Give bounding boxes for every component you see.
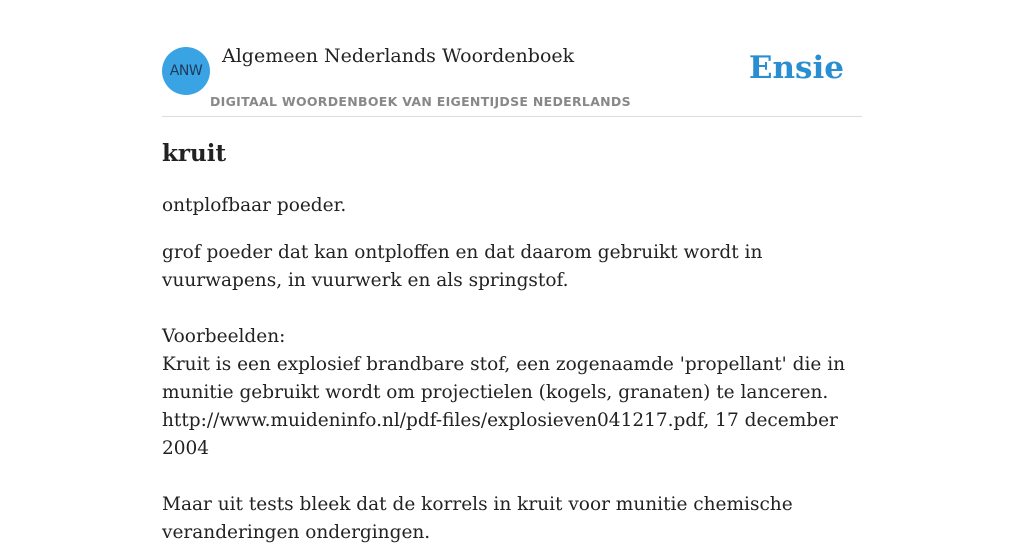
ensie-brand-logo[interactable]: Ensie	[748, 50, 844, 86]
site-subtitle: DIGITAAL WOORDENBOEK VAN EIGENTIJDSE NEDERLANDS	[210, 94, 631, 109]
example-spacer	[162, 463, 862, 491]
headword: kruit	[162, 140, 227, 167]
examples-section	[162, 323, 862, 547]
header	[162, 0, 862, 117]
example-text: Maar uit tests bleek dat de korrels in kruit voor munitie chemische veranderingen ondergingen.	[162, 494, 793, 543]
site-title[interactable]: Algemeen Nederlands Woordenboek	[222, 45, 575, 67]
example-text: Kruit is een explosief brandbare stof, een zogenaamde 'propellant' die in munitie gebruikt wordt om projectielen (kogels, granaten) te lanceren.	[162, 354, 846, 403]
example-source: http://www.muideninfo.nl/pdf-files/explosieven041217.pdf, 17 december 2004	[162, 410, 838, 459]
anw-logo-icon[interactable]: ANW	[162, 47, 210, 95]
content-column	[162, 0, 862, 543]
short-definition: ontplofbaar poeder.	[162, 195, 347, 216]
examples-label: Voorbeelden:	[162, 326, 286, 347]
definition: grof poeder dat kan ontploffen en dat daarom gebruikt wordt in vuurwapens, in vuurwerk en als springstof.	[162, 242, 763, 291]
